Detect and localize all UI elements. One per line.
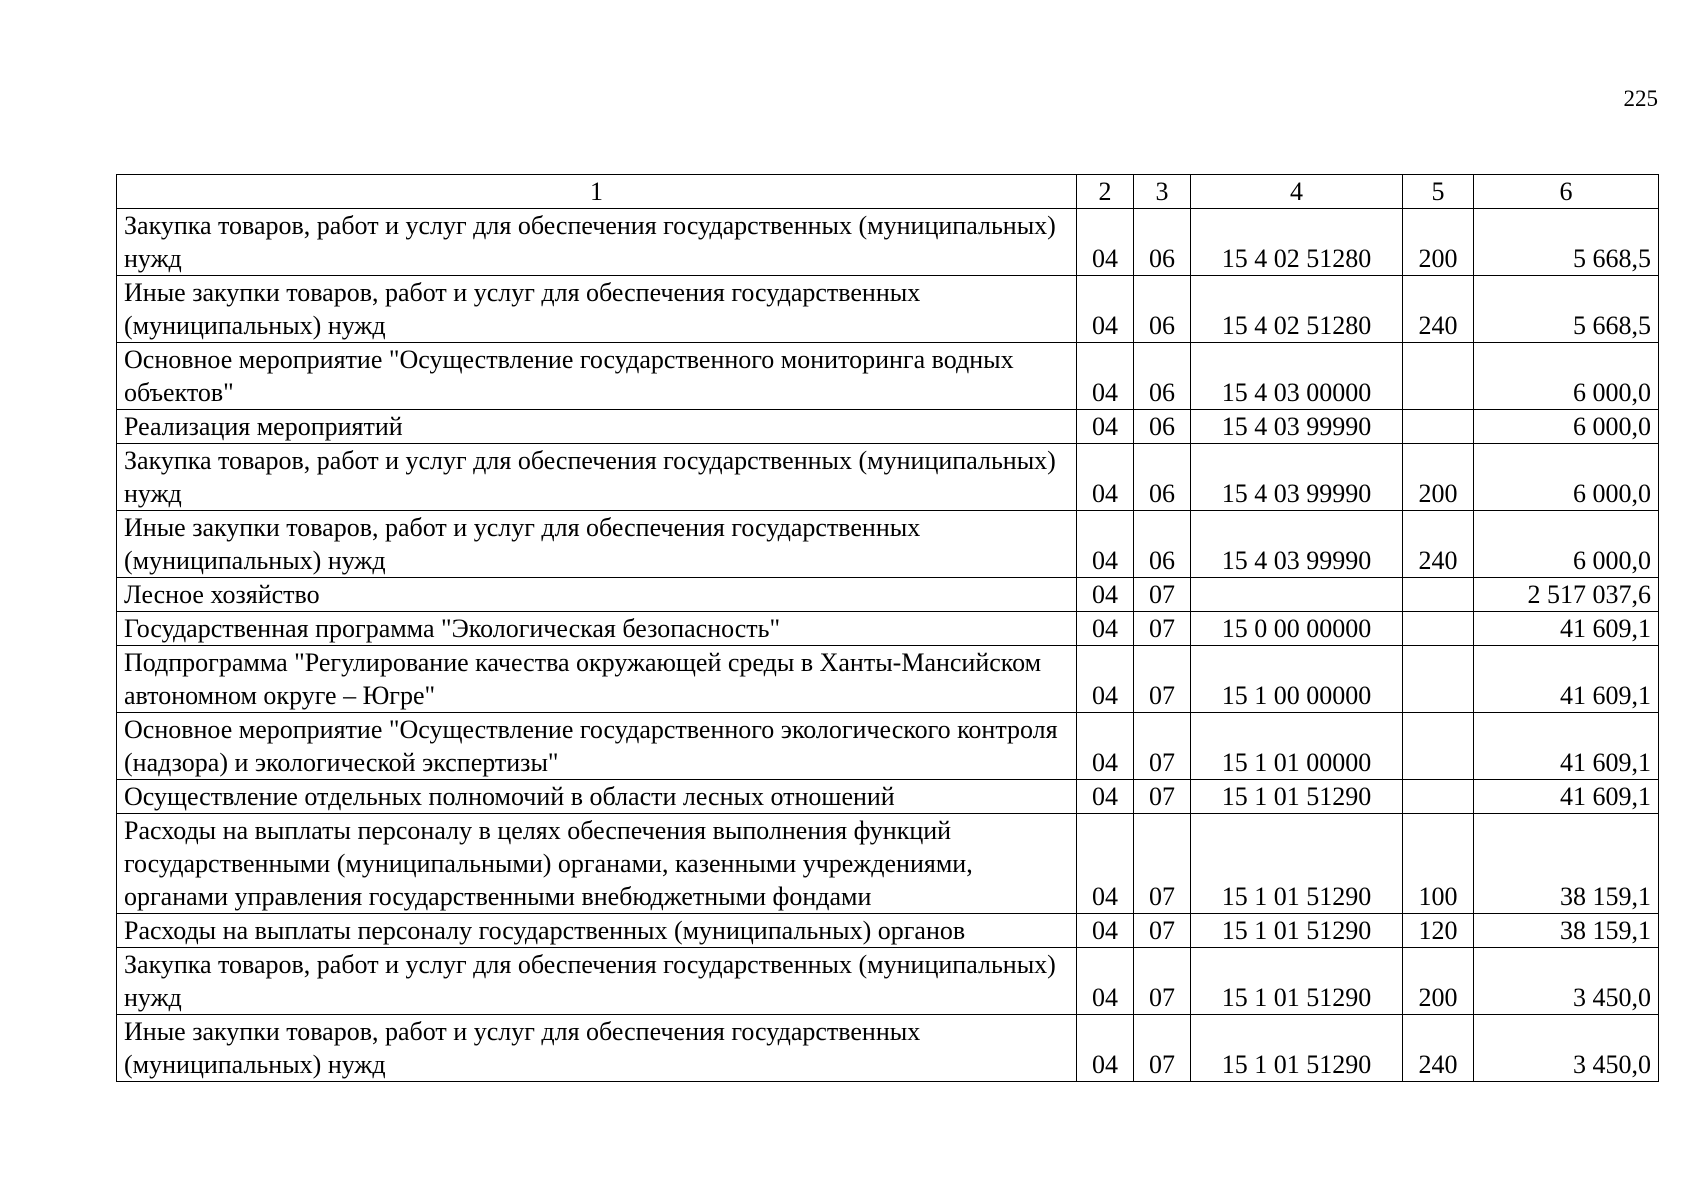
cell-amount: 41 609,1 xyxy=(1474,612,1659,646)
cell-amount: 38 159,1 xyxy=(1474,914,1659,948)
cell-amount: 5 668,5 xyxy=(1474,276,1659,343)
cell-section: 04 xyxy=(1077,646,1134,713)
column-header-1: 1 xyxy=(117,175,1077,209)
cell-name: Закупка товаров, работ и услуг для обеспечения государственных (муниципальных) нужд xyxy=(117,209,1077,276)
cell-amount: 6 000,0 xyxy=(1474,410,1659,444)
cell-expense-type: 200 xyxy=(1403,948,1474,1015)
cell-section: 04 xyxy=(1077,780,1134,814)
cell-target-article: 15 4 03 99990 xyxy=(1191,410,1403,444)
header-row xyxy=(117,175,1659,209)
table-row xyxy=(117,276,1659,343)
cell-amount: 6 000,0 xyxy=(1474,343,1659,410)
cell-subsection: 07 xyxy=(1134,914,1191,948)
cell-expense-type: 240 xyxy=(1403,276,1474,343)
cell-expense-type: 120 xyxy=(1403,914,1474,948)
cell-name: Реализация мероприятий xyxy=(117,410,1077,444)
table-row xyxy=(117,511,1659,578)
cell-amount: 41 609,1 xyxy=(1474,646,1659,713)
cell-amount: 6 000,0 xyxy=(1474,511,1659,578)
cell-name: Государственная программа "Экологическая безопасность" xyxy=(117,612,1077,646)
cell-expense-type xyxy=(1403,780,1474,814)
table-row xyxy=(117,444,1659,511)
cell-target-article: 15 1 01 00000 xyxy=(1191,713,1403,780)
column-header-6: 6 xyxy=(1474,175,1659,209)
cell-target-article: 15 4 03 99990 xyxy=(1191,444,1403,511)
cell-target-article: 15 4 02 51280 xyxy=(1191,276,1403,343)
cell-section: 04 xyxy=(1077,814,1134,914)
cell-section: 04 xyxy=(1077,713,1134,780)
table-row xyxy=(117,780,1659,814)
cell-section: 04 xyxy=(1077,578,1134,612)
cell-subsection: 07 xyxy=(1134,780,1191,814)
column-header-5: 5 xyxy=(1403,175,1474,209)
cell-expense-type: 200 xyxy=(1403,209,1474,276)
cell-subsection: 07 xyxy=(1134,948,1191,1015)
cell-expense-type xyxy=(1403,410,1474,444)
cell-target-article xyxy=(1191,578,1403,612)
cell-target-article: 15 1 01 51290 xyxy=(1191,948,1403,1015)
cell-target-article: 15 1 01 51290 xyxy=(1191,914,1403,948)
cell-name: Закупка товаров, работ и услуг для обеспечения государственных (муниципальных) нужд xyxy=(117,444,1077,511)
cell-amount: 5 668,5 xyxy=(1474,209,1659,276)
cell-section: 04 xyxy=(1077,511,1134,578)
cell-name: Иные закупки товаров, работ и услуг для обеспечения государственных (муниципальных) нужд xyxy=(117,276,1077,343)
table-body xyxy=(117,209,1659,1082)
cell-target-article: 15 1 00 00000 xyxy=(1191,646,1403,713)
cell-amount: 6 000,0 xyxy=(1474,444,1659,511)
cell-section: 04 xyxy=(1077,209,1134,276)
cell-name: Расходы на выплаты персоналу в целях обеспечения выполнения функций государственными (муниципальными) органами, казенными учреждениями, органами управления государственными внебюджетными фондами xyxy=(117,814,1077,914)
table-row xyxy=(117,578,1659,612)
cell-amount: 3 450,0 xyxy=(1474,1015,1659,1082)
column-header-4: 4 xyxy=(1191,175,1403,209)
table-row xyxy=(117,814,1659,914)
cell-subsection: 06 xyxy=(1134,276,1191,343)
cell-target-article: 15 1 01 51290 xyxy=(1191,1015,1403,1082)
cell-target-article: 15 4 02 51280 xyxy=(1191,209,1403,276)
cell-amount: 3 450,0 xyxy=(1474,948,1659,1015)
cell-section: 04 xyxy=(1077,1015,1134,1082)
cell-expense-type xyxy=(1403,612,1474,646)
cell-expense-type: 240 xyxy=(1403,511,1474,578)
cell-amount: 38 159,1 xyxy=(1474,814,1659,914)
column-header-2: 2 xyxy=(1077,175,1134,209)
cell-subsection: 07 xyxy=(1134,1015,1191,1082)
cell-subsection: 06 xyxy=(1134,410,1191,444)
cell-name: Закупка товаров, работ и услуг для обеспечения государственных (муниципальных) нужд xyxy=(117,948,1077,1015)
cell-name: Основное мероприятие "Осуществление государственного экологического контроля (надзора) и экологической экспертизы" xyxy=(117,713,1077,780)
table-row xyxy=(117,948,1659,1015)
table-row xyxy=(117,646,1659,713)
cell-target-article: 15 1 01 51290 xyxy=(1191,780,1403,814)
cell-subsection: 06 xyxy=(1134,444,1191,511)
cell-section: 04 xyxy=(1077,914,1134,948)
table-row xyxy=(117,1015,1659,1082)
cell-name: Лесное хозяйство xyxy=(117,578,1077,612)
cell-expense-type: 100 xyxy=(1403,814,1474,914)
table-row xyxy=(117,209,1659,276)
budget-table xyxy=(116,174,1659,1082)
cell-amount: 2 517 037,6 xyxy=(1474,578,1659,612)
cell-target-article: 15 4 03 00000 xyxy=(1191,343,1403,410)
table-row xyxy=(117,713,1659,780)
cell-expense-type: 240 xyxy=(1403,1015,1474,1082)
cell-section: 04 xyxy=(1077,612,1134,646)
cell-subsection: 07 xyxy=(1134,612,1191,646)
cell-subsection: 07 xyxy=(1134,578,1191,612)
cell-name: Иные закупки товаров, работ и услуг для обеспечения государственных (муниципальных) нужд xyxy=(117,511,1077,578)
cell-name: Основное мероприятие "Осуществление государственного мониторинга водных объектов" xyxy=(117,343,1077,410)
cell-subsection: 06 xyxy=(1134,511,1191,578)
table-row xyxy=(117,410,1659,444)
cell-expense-type xyxy=(1403,713,1474,780)
cell-name: Расходы на выплаты персоналу государственных (муниципальных) органов xyxy=(117,914,1077,948)
cell-subsection: 07 xyxy=(1134,814,1191,914)
cell-name: Подпрограмма "Регулирование качества окружающей среды в Ханты-Мансийском автономном округе – Югре" xyxy=(117,646,1077,713)
cell-section: 04 xyxy=(1077,276,1134,343)
page-number: 225 xyxy=(1623,86,1658,111)
cell-name: Осуществление отдельных полномочий в области лесных отношений xyxy=(117,780,1077,814)
cell-amount: 41 609,1 xyxy=(1474,780,1659,814)
table-row xyxy=(117,343,1659,410)
cell-expense-type xyxy=(1403,343,1474,410)
table-row xyxy=(117,612,1659,646)
cell-expense-type: 200 xyxy=(1403,444,1474,511)
cell-target-article: 15 1 01 51290 xyxy=(1191,814,1403,914)
column-header-3: 3 xyxy=(1134,175,1191,209)
cell-subsection: 06 xyxy=(1134,209,1191,276)
cell-section: 04 xyxy=(1077,343,1134,410)
cell-subsection: 06 xyxy=(1134,343,1191,410)
cell-target-article: 15 0 00 00000 xyxy=(1191,612,1403,646)
cell-section: 04 xyxy=(1077,444,1134,511)
cell-expense-type xyxy=(1403,646,1474,713)
cell-name: Иные закупки товаров, работ и услуг для обеспечения государственных (муниципальных) нужд xyxy=(117,1015,1077,1082)
cell-expense-type xyxy=(1403,578,1474,612)
cell-target-article: 15 4 03 99990 xyxy=(1191,511,1403,578)
table-row xyxy=(117,914,1659,948)
cell-subsection: 07 xyxy=(1134,646,1191,713)
cell-amount: 41 609,1 xyxy=(1474,713,1659,780)
cell-section: 04 xyxy=(1077,948,1134,1015)
cell-subsection: 07 xyxy=(1134,713,1191,780)
cell-section: 04 xyxy=(1077,410,1134,444)
